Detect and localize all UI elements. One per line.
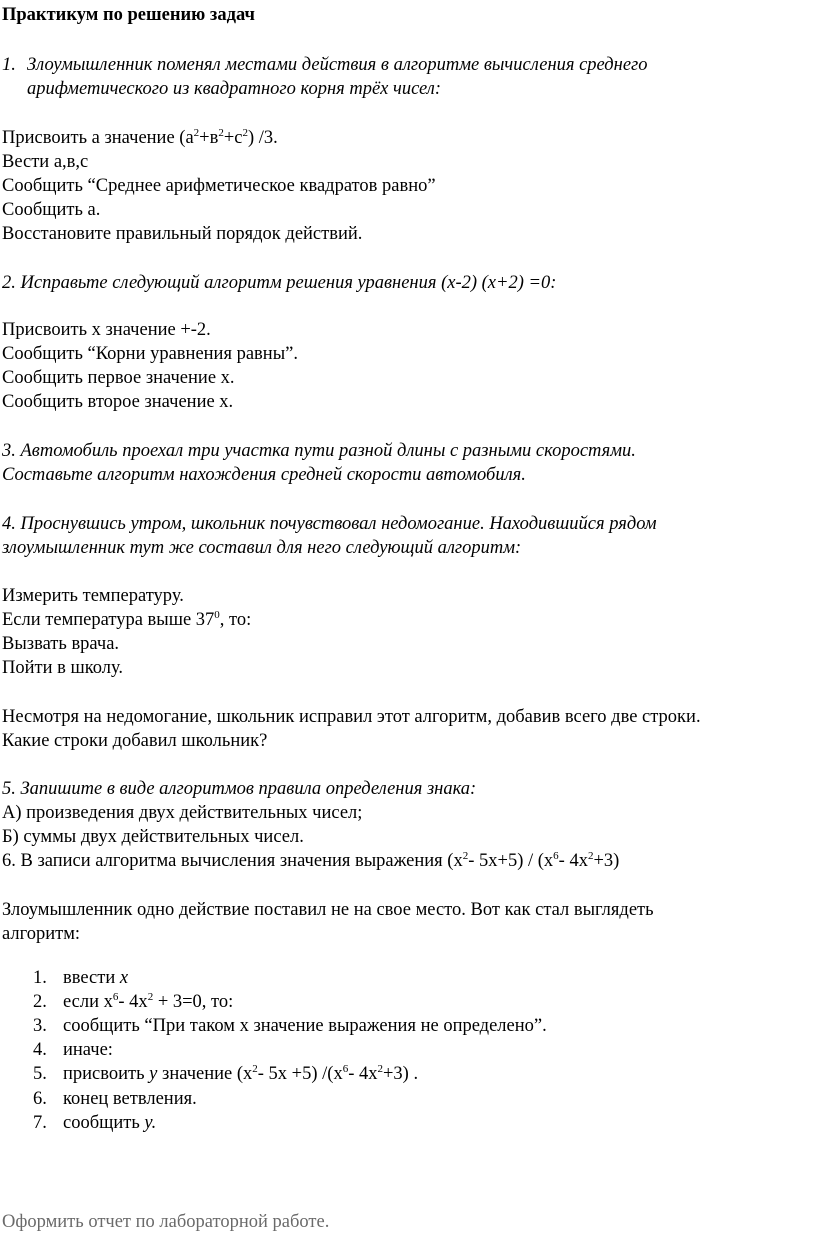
task5-heading: 5. Запишите в виде алгоритмов правила определения знака: — [2, 779, 477, 799]
task4-step2: Если температура выше $37^0$, то: — [2, 609, 252, 630]
list-item-1: ввести x — [63, 968, 129, 988]
task1-number: 1. — [2, 55, 16, 75]
task4-after-line2: Какие строки добавил школьник? — [2, 731, 268, 751]
task6-text-line2: алгоритм: — [2, 924, 81, 944]
task1-instruction: Восстановите правильный порядок действий. — [2, 224, 363, 244]
list-item-6: конец ветвления. — [63, 1089, 197, 1109]
list-item-5: присвоить y значение ($х^2-$ 5х +5) $/(х^6-$ $4х^2+3$) . — [63, 1063, 419, 1084]
task2-step2: Сообщить “Корни уравнения равны”. — [2, 344, 298, 364]
list-number-7: 7. — [33, 1113, 47, 1133]
list-number-6: 6. — [33, 1089, 47, 1109]
task4-after-line1: Несмотря на недомогание, школьник исправил этот алгоритм, добавив всего две строки. — [2, 707, 701, 727]
task5-item-b: Б) суммы двух действительных чисел. — [2, 827, 304, 847]
task4-line2: злоумышленник тут же составил для него следующий алгоритм: — [2, 538, 522, 558]
list-number-2: 2. — [33, 992, 47, 1012]
list-item-7: сообщить y. — [63, 1113, 157, 1133]
list-number-3: 3. — [33, 1016, 47, 1036]
task4-line1: 4. Проснувшись утром, школьник почувствовал недомогание. Находившийся рядом — [2, 514, 657, 534]
task2-step1: Присвоить х значение +-2. — [2, 320, 211, 340]
page-title: Практикум по решению задач — [2, 5, 255, 25]
task3-line1: 3. Автомобиль проехал три участка пути разной длины с разными скоростями. — [2, 441, 636, 461]
task6-heading: 6. В записи алгоритма вычисления значения выражения ($х^2-$ $5х+5) / (х^6-$ $4х^2+3$) — [2, 850, 620, 871]
task6-text-line1: Злоумышленник одно действие поставил не на свое место. Вот как стал выглядеть — [2, 900, 654, 920]
task2-step4: Сообщить второе значение х. — [2, 392, 234, 412]
task1-step2: Вести а,в,с — [2, 152, 89, 172]
list-item-2: если $х^6-$ $4х^2 + 3=0$, то: — [63, 991, 234, 1012]
task2-heading: 2. Исправьте следующий алгоритм решения уравнения (х-2) (х+2) =0: — [2, 273, 557, 293]
list-item-4: иначе: — [63, 1040, 113, 1060]
task1-heading-line2: арифметического из квадратного корня трёх чисел: — [27, 79, 442, 99]
task1-step1: Присвоить а значение $(а^2+в^2+с^2)$ /3. — [2, 127, 278, 148]
list-item-3: сообщить “При таком х значение выражения не определено”. — [63, 1016, 547, 1036]
list-number-4: 4. — [33, 1040, 47, 1060]
task4-step1: Измерить температуру. — [2, 586, 184, 606]
list-number-1: 1. — [33, 968, 47, 988]
list-number-5: 5. — [33, 1064, 47, 1084]
task1-step3: Сообщить “Среднее арифметическое квадратов равно” — [2, 176, 436, 196]
task3-line2: Составьте алгоритм нахождения средней скорости автомобиля. — [2, 465, 526, 485]
task1-step4: Сообщить а. — [2, 200, 101, 220]
task4-step3: Вызвать врача. — [2, 634, 120, 654]
task1-heading-line1: Злоумышленник поменял местами действия в алгоритме вычисления среднего — [27, 55, 648, 75]
footer-note: Оформить отчет по лабораторной работе. — [2, 1212, 330, 1232]
task4-step4: Пойти в школу. — [2, 658, 124, 678]
task5-item-a: А) произведения двух действительных чисел; — [2, 803, 363, 823]
task2-step3: Сообщить первое значение х. — [2, 368, 235, 388]
